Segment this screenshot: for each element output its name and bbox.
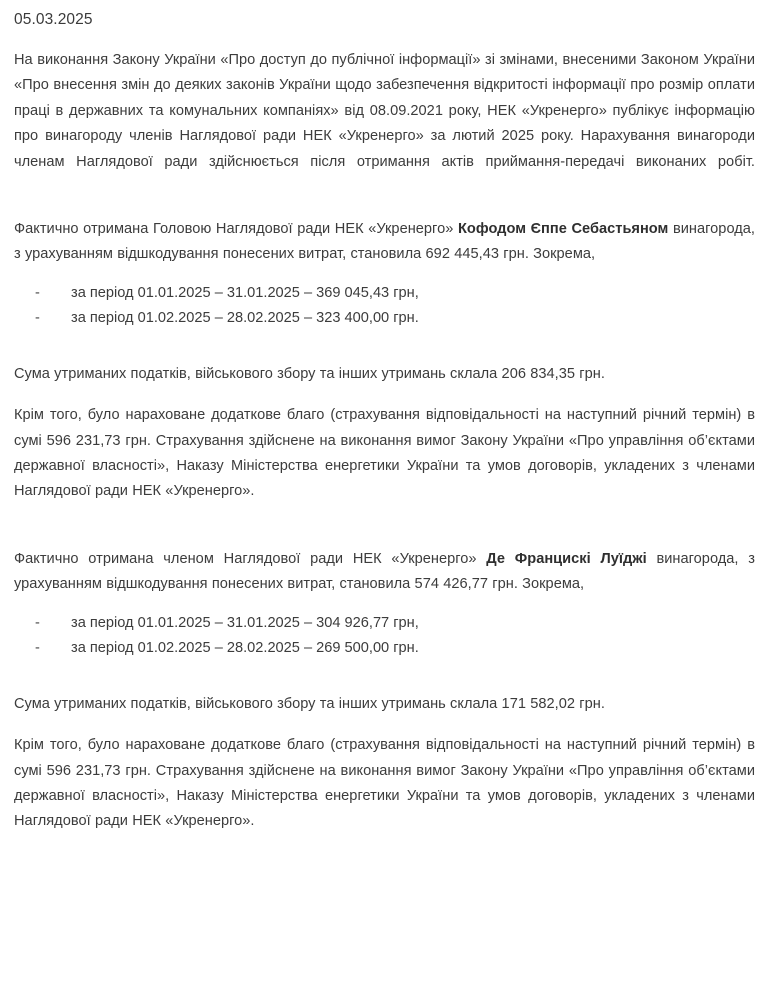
section-chairman-lead-after: винагорода, з урахуванням відшкодування понесених витрат, становила 692 445,43 грн. Зокрема, [14,221,756,263]
bullet-dash-icon: - [35,640,40,657]
bullet-dash-icon: - [35,284,40,301]
document-date: 05.03.2025 [14,11,93,28]
section-member-lead-after: винагорода, з урахуванням відшкодування понесених витрат, становила 574 426,77 грн. Зокрема, [14,550,755,593]
section-member-additional-benefit: Крім того, було нараховане додаткове благо (страхування відповідальності на наступний річний термін) в сумі 596 231,73 грн. Страхування здійснене на виконання вимог Закону України «Про управління об’єктами державної власності», Наказу Міністерства енергетики України та умов договорів, укладених з членами Наглядової ради НЕК «Укренерго». [14,737,755,830]
list-item [14,611,755,637]
list-item [14,281,755,307]
section-chairman-lead-before: Фактично отримана Головою Наглядової ради НЕК «Укренерго» [14,221,458,238]
section-chairman-withholdings: Сума утриманих податків, військового збору та інших утримань склала 206 834,35 грн. [14,365,605,382]
period-text: за період 01.01.2025 – 31.01.2025 – 369 045,43 грн, [71,284,419,301]
section-chairman-lead [14,217,755,268]
list-item [14,306,755,332]
bullet-dash-icon: - [35,614,40,631]
intro-paragraph: На виконання Закону України «Про доступ до публічної інформації» зі змінами, внесеними Законом України «Про внесення змін до деяких законів України щодо забезпечення відкритості інформації про розмір оплати праці в державних та комунальних компаніях» від 08.09.2021 року, НЕК «Укренерго» публікує інформацію про винагороду членів Наглядової ради НЕК «Укренерго» за лютий 2025 року. Нарахування винагороди членам Наглядової ради здійснюється після отримання актів приймання-передачі виконаних робіт. [14,52,755,170]
section-member-lead-before: Фактично отримана членом Наглядової ради НЕК «Укренерго» [14,550,487,567]
section-chairman-person-name: Кофодом Єппе Себастьяном [457,221,669,238]
section-member-lead [14,547,755,598]
section-member-person-name: Де Францискі Луїджі [486,550,647,567]
section-member-period-list [14,611,755,662]
period-text: за період 01.01.2025 – 31.01.2025 – 304 926,77 грн, [71,614,419,631]
bullet-dash-icon: - [35,310,40,327]
section-chairman-period-list [14,281,755,332]
list-item [14,636,755,662]
section-member-withholdings: Сума утриманих податків, військового збору та інших утримань склала 171 582,02 грн. [14,695,605,712]
section-chairman-additional-benefit: Крім того, було нараховане додаткове благо (страхування відповідальності на наступний річний термін) в сумі 596 231,73 грн. Страхування здійснене на виконання вимог Закону України «Про управління об’єктами державної власності», Наказу Міністерства енергетики України та умов договорів, укладених з членами Наглядової ради НЕК «Укренерго». [14,407,755,500]
period-text: за період 01.02.2025 – 28.02.2025 – 269 500,00 грн. [71,640,419,657]
period-text: за період 01.02.2025 – 28.02.2025 – 323 400,00 грн. [71,310,419,327]
